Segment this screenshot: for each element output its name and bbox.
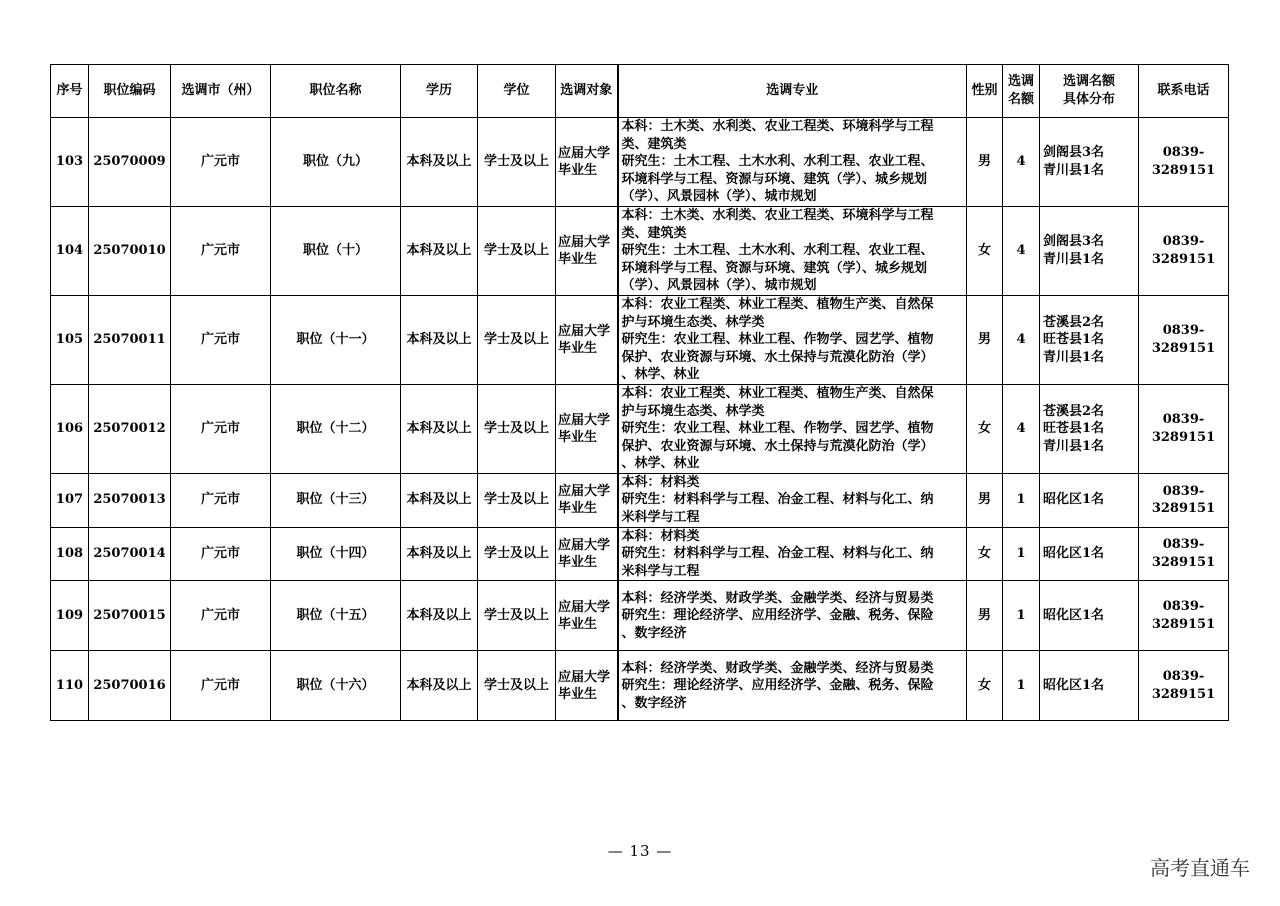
cell-name: 职位（十四）	[271, 527, 401, 581]
cell-major-line: 、数字经济	[621, 695, 687, 711]
cell-target-line: 应届大学	[558, 234, 611, 250]
cell-gender: 女	[967, 651, 1003, 721]
cell-code: 25070011	[89, 295, 171, 384]
header-label: 职位名称	[309, 83, 362, 99]
cell-phone: 0839-3289151	[1139, 295, 1229, 384]
cell-target-line: 毕业生	[558, 686, 598, 702]
cell-major	[618, 206, 967, 295]
cell-city: 广元市	[171, 118, 271, 207]
header-label: 学位	[503, 83, 530, 99]
cell-major-line: 环境科学与工程、资源与环境、建筑（学）、城乡规划	[621, 171, 928, 187]
cell-distribution-line: 苍溪县2名	[1043, 314, 1105, 330]
cell-major-line: 保护、农业资源与环境、水土保持与荒漠化防治（学）	[621, 438, 934, 454]
cell-major-line: 、林学、林业	[621, 456, 700, 472]
cell-quota: 4	[1003, 295, 1040, 384]
cell-target-line: 毕业生	[558, 429, 598, 445]
cell-major-line: 研究生：理论经济学、应用经济学、金融、税务、保险	[621, 678, 934, 694]
cell-name: 职位（十二）	[271, 384, 401, 473]
table-header-row	[51, 65, 1229, 118]
header-label: 性别	[971, 83, 998, 99]
header-label: 选调名额	[1062, 74, 1115, 90]
cell-degree: 学士及以上	[478, 118, 556, 207]
cell-major	[618, 651, 967, 721]
cell-major-line: 本科：经济学类、财政学类、金融学类、经济与贸易类	[621, 660, 934, 676]
cell-seq: 108	[51, 527, 89, 581]
cell-education: 本科及以上	[401, 581, 478, 651]
cell-major-line: 保护、农业资源与环境、水土保持与荒漠化防治（学）	[621, 349, 934, 365]
cell-quota: 1	[1003, 651, 1040, 721]
cell-degree: 学士及以上	[478, 581, 556, 651]
cell-target	[556, 206, 618, 295]
table-row	[51, 473, 1229, 527]
cell-target	[556, 295, 618, 384]
cell-distribution-line: 旺苍县1名	[1043, 332, 1105, 348]
header-education	[401, 65, 478, 118]
cell-code: 25070013	[89, 473, 171, 527]
cell-name: 职位（十一）	[271, 295, 401, 384]
header-label: 学历	[425, 83, 452, 99]
header-seq	[51, 65, 89, 118]
cell-seq: 105	[51, 295, 89, 384]
cell-target-line: 应届大学	[558, 484, 611, 500]
cell-distribution	[1040, 651, 1139, 721]
cell-distribution-line: 苍溪县2名	[1043, 403, 1105, 419]
cell-seq: 107	[51, 473, 89, 527]
cell-degree: 学士及以上	[478, 473, 556, 527]
cell-major-line: 本科：土木类、水利类、农业工程类、环境科学与工程	[621, 119, 934, 134]
cell-degree: 学士及以上	[478, 651, 556, 721]
cell-distribution-line: 剑阁县3名	[1043, 234, 1105, 250]
cell-target-line: 应届大学	[558, 538, 611, 554]
cell-quota: 4	[1003, 206, 1040, 295]
cell-education: 本科及以上	[401, 206, 478, 295]
cell-major-line: 类、建筑类	[621, 225, 687, 241]
position-table	[50, 64, 1229, 721]
cell-education: 本科及以上	[401, 295, 478, 384]
cell-target	[556, 118, 618, 207]
cell-distribution	[1040, 295, 1139, 384]
cell-education: 本科及以上	[401, 118, 478, 207]
cell-major-line: 环境科学与工程、资源与环境、建筑（学）、城乡规划	[621, 260, 928, 276]
cell-distribution	[1040, 206, 1139, 295]
cell-quota: 1	[1003, 581, 1040, 651]
table-row	[51, 651, 1229, 721]
cell-major-line: 本科：土木类、水利类、农业工程类、环境科学与工程	[621, 207, 934, 223]
cell-education: 本科及以上	[401, 384, 478, 473]
cell-distribution-line: 昭化区1名	[1043, 546, 1105, 562]
cell-major-line: 护与环境生态类、林学类	[621, 403, 765, 419]
table-row	[51, 118, 1229, 207]
header-label: 选调	[1007, 74, 1034, 90]
cell-major-line: （学）、风景园林（学）、城市规划	[621, 189, 817, 205]
table-row	[51, 295, 1229, 384]
cell-gender: 男	[967, 118, 1003, 207]
header-label: 具体分布	[1062, 92, 1115, 107]
cell-phone: 0839-3289151	[1139, 651, 1229, 721]
cell-distribution-line: 旺苍县1名	[1043, 421, 1105, 437]
cell-major	[618, 527, 967, 581]
cell-phone: 0839-3289151	[1139, 206, 1229, 295]
cell-name: 职位（十三）	[271, 473, 401, 527]
cell-major	[618, 384, 967, 473]
cell-distribution	[1040, 473, 1139, 527]
cell-gender: 女	[967, 206, 1003, 295]
cell-distribution-line: 昭化区1名	[1043, 608, 1105, 624]
cell-seq: 103	[51, 118, 89, 207]
cell-major-line: 类、建筑类	[621, 136, 687, 152]
cell-major-line: 研究生：材料科学与工程、冶金工程、材料与化工、纳	[621, 546, 934, 562]
cell-education: 本科及以上	[401, 527, 478, 581]
header-major	[618, 65, 967, 118]
table-row	[51, 206, 1229, 295]
cell-target-line: 应届大学	[558, 323, 611, 339]
cell-major-line: 研究生：农业工程、林业工程、作物学、园艺学、植物	[621, 421, 934, 437]
cell-education: 本科及以上	[401, 473, 478, 527]
cell-target	[556, 651, 618, 721]
header-label: 联系电话	[1157, 83, 1210, 99]
cell-major-line: 研究生：材料科学与工程、冶金工程、材料与化工、纳	[621, 492, 934, 508]
header-city	[171, 65, 271, 118]
header-code	[89, 65, 171, 118]
cell-degree: 学士及以上	[478, 384, 556, 473]
cell-major-line: 护与环境生态类、林学类	[621, 314, 765, 330]
table-row	[51, 527, 1229, 581]
cell-phone: 0839-3289151	[1139, 118, 1229, 207]
cell-major-line: 研究生：土木工程、土木水利、水利工程、农业工程、	[621, 243, 934, 259]
cell-target-line: 毕业生	[558, 616, 598, 632]
cell-target-line: 应届大学	[558, 412, 611, 428]
header-quota	[1003, 65, 1040, 118]
cell-distribution-line: 青川县1名	[1043, 438, 1105, 454]
header-label: 选调专业	[766, 83, 819, 99]
cell-major	[618, 295, 967, 384]
header-label: 名额	[1007, 92, 1034, 107]
cell-quota: 4	[1003, 118, 1040, 207]
cell-major-line: 、数字经济	[621, 625, 687, 641]
cell-gender: 男	[967, 295, 1003, 384]
cell-degree: 学士及以上	[478, 295, 556, 384]
cell-target-line: 毕业生	[558, 162, 598, 178]
cell-phone: 0839-3289151	[1139, 384, 1229, 473]
header-label: 选调市（州）	[181, 83, 260, 99]
page-number: — 13 —	[607, 842, 673, 860]
cell-seq: 110	[51, 651, 89, 721]
cell-target-line: 应届大学	[558, 599, 611, 615]
cell-quota: 1	[1003, 473, 1040, 527]
cell-code: 25070015	[89, 581, 171, 651]
cell-target	[556, 384, 618, 473]
cell-distribution-line: 青川县1名	[1043, 349, 1105, 365]
cell-major-line: 米科学与工程	[621, 510, 700, 526]
cell-major-line: 研究生：土木工程、土木水利、水利工程、农业工程、	[621, 154, 934, 170]
cell-distribution	[1040, 527, 1139, 581]
cell-phone: 0839-3289151	[1139, 473, 1229, 527]
header-target	[556, 65, 618, 118]
cell-name: 职位（十）	[271, 206, 401, 295]
cell-target-line: 应届大学	[558, 669, 611, 685]
cell-seq: 109	[51, 581, 89, 651]
cell-city: 广元市	[171, 295, 271, 384]
cell-target	[556, 473, 618, 527]
cell-name: 职位（十六）	[271, 651, 401, 721]
cell-education: 本科及以上	[401, 651, 478, 721]
cell-target-line: 毕业生	[558, 555, 598, 571]
cell-distribution-line: 青川县1名	[1043, 251, 1105, 267]
cell-major	[618, 118, 967, 207]
watermark-text: 高考直通车	[1150, 856, 1250, 880]
cell-city: 广元市	[171, 384, 271, 473]
cell-code: 25070009	[89, 118, 171, 207]
cell-distribution	[1040, 384, 1139, 473]
cell-major-line: 米科学与工程	[621, 563, 700, 579]
cell-gender: 女	[967, 384, 1003, 473]
cell-city: 广元市	[171, 651, 271, 721]
cell-target	[556, 527, 618, 581]
cell-distribution	[1040, 118, 1139, 207]
header-label: 职位编码	[103, 83, 156, 99]
cell-seq: 106	[51, 384, 89, 473]
cell-target-line: 毕业生	[558, 340, 598, 356]
cell-gender: 男	[967, 581, 1003, 651]
cell-name: 职位（九）	[271, 118, 401, 207]
cell-distribution-line: 昭化区1名	[1043, 678, 1105, 694]
cell-city: 广元市	[171, 206, 271, 295]
cell-major-line: 本科：材料类	[621, 474, 700, 490]
header-gender	[967, 65, 1003, 118]
cell-major-line: 本科：农业工程类、林业工程类、植物生产类、自然保	[621, 296, 934, 312]
cell-quota: 1	[1003, 527, 1040, 581]
cell-city: 广元市	[171, 581, 271, 651]
cell-major	[618, 581, 967, 651]
header-label: 序号	[56, 83, 83, 99]
header-label: 选调对象	[560, 83, 613, 99]
cell-major-line: 本科：材料类	[621, 528, 700, 544]
header-degree	[478, 65, 556, 118]
table-row	[51, 581, 1229, 651]
cell-phone: 0839-3289151	[1139, 527, 1229, 581]
cell-major	[618, 473, 967, 527]
header-name	[271, 65, 401, 118]
cell-city: 广元市	[171, 527, 271, 581]
cell-distribution-line: 剑阁县3名	[1043, 145, 1105, 161]
cell-target-line: 毕业生	[558, 501, 598, 517]
cell-seq: 104	[51, 206, 89, 295]
cell-code: 25070012	[89, 384, 171, 473]
cell-major-line: 、林学、林业	[621, 367, 700, 383]
cell-quota: 4	[1003, 384, 1040, 473]
header-phone	[1139, 65, 1229, 118]
cell-degree: 学士及以上	[478, 527, 556, 581]
cell-target	[556, 581, 618, 651]
cell-major-line: （学）、风景园林（学）、城市规划	[621, 278, 817, 294]
cell-city: 广元市	[171, 473, 271, 527]
cell-code: 25070010	[89, 206, 171, 295]
cell-code: 25070016	[89, 651, 171, 721]
cell-degree: 学士及以上	[478, 206, 556, 295]
table-row	[51, 384, 1229, 473]
cell-target-line: 应届大学	[558, 145, 611, 161]
cell-major-line: 本科：农业工程类、林业工程类、植物生产类、自然保	[621, 385, 934, 401]
cell-code: 25070014	[89, 527, 171, 581]
cell-gender: 男	[967, 473, 1003, 527]
cell-major-line: 研究生：理论经济学、应用经济学、金融、税务、保险	[621, 608, 934, 624]
cell-name: 职位（十五）	[271, 581, 401, 651]
cell-distribution-line: 青川县1名	[1043, 162, 1105, 178]
header-distribution	[1040, 65, 1139, 118]
cell-phone: 0839-3289151	[1139, 581, 1229, 651]
cell-major-line: 研究生：农业工程、林业工程、作物学、园艺学、植物	[621, 332, 934, 348]
cell-target-line: 毕业生	[558, 251, 598, 267]
cell-gender: 女	[967, 527, 1003, 581]
cell-distribution-line: 昭化区1名	[1043, 492, 1105, 508]
cell-distribution	[1040, 581, 1139, 651]
cell-major-line: 本科：经济学类、财政学类、金融学类、经济与贸易类	[621, 590, 934, 606]
